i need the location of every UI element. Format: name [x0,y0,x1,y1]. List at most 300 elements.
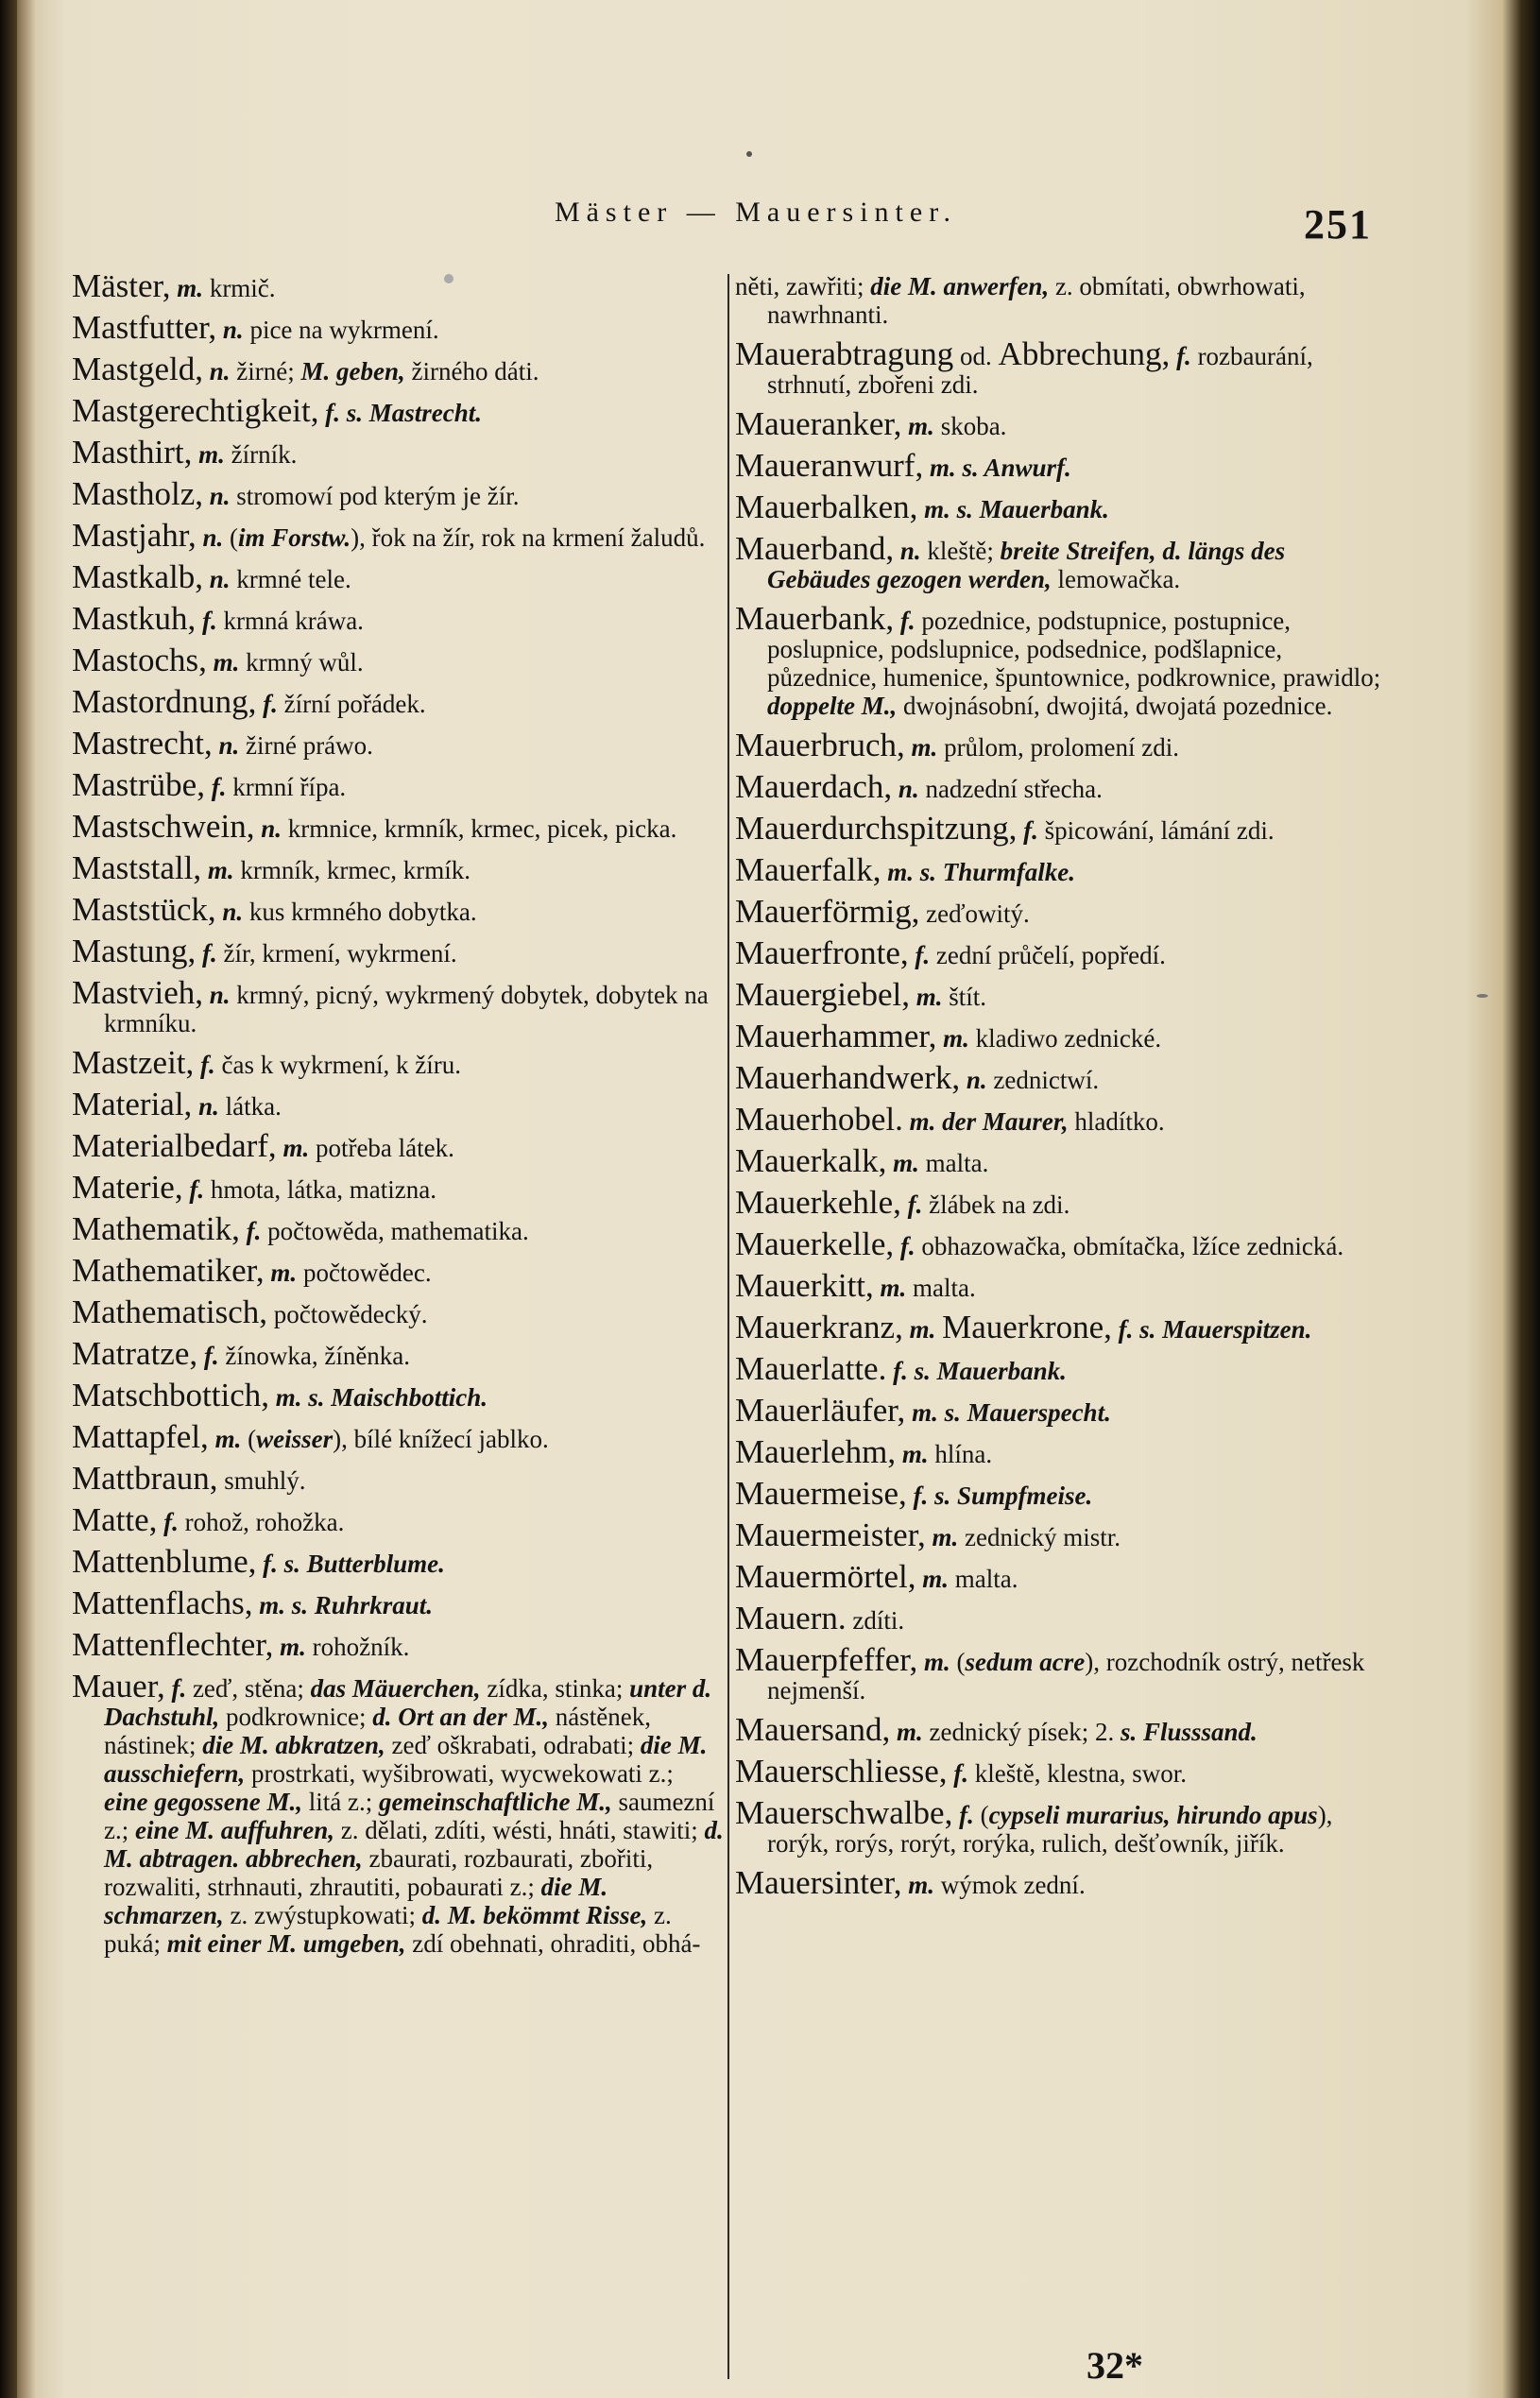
definition-text [196,607,202,635]
definition-text: lemowačka. [1051,565,1181,593]
german-phrase: m. s. Thurmfalke. [887,858,1076,886]
dictionary-entry [735,1641,1387,1704]
gender-marker: f. [189,1175,205,1204]
dictionary-entry [735,1101,1387,1138]
gender-marker: f. [959,1801,974,1829]
headword: Mauerkranz, [735,1309,903,1345]
headword: Mastschwein, [72,808,255,845]
definition-text [874,1274,881,1302]
definition-text [894,537,900,565]
definition-text: ( [223,523,239,552]
definition-text: smuhlý. [217,1466,306,1495]
definition-text: zeď, stěna; [186,1674,311,1703]
dictionary-entry [72,600,724,637]
dictionary-entry [72,1584,724,1621]
headword: Mastgeld, [72,351,204,387]
dictionary-entry [735,1350,1387,1387]
headword: Mauerhandwerk, [735,1059,961,1096]
gender-marker: n. [202,523,224,552]
german-phrase: eine gegossene M., [104,1788,302,1816]
definition-text [896,1440,902,1468]
dictionary-entry [735,1600,1387,1636]
definition-text: krmní řípa. [226,773,347,801]
definition-text: skoba. [933,412,1007,440]
definition-text: zbaurati, rozbaurati, zbořiti, rozwaliti, strhnauti, zhrautiti, pobaurati z.; [104,1844,654,1901]
dictionary-entry [72,309,724,346]
definition-text: krmník, krmec, krmík. [233,856,471,884]
definition-text [890,1718,897,1746]
gender-marker: f. [202,939,217,968]
headword: Mauerlehm, [735,1433,897,1470]
definition-text: žínowka, žíněnka. [218,1342,411,1370]
gender-marker: m. [909,1315,936,1344]
definition-text [923,454,930,482]
gender-marker: m. [270,1259,298,1287]
german-phrase: eine M. auffuhren, [135,1816,335,1844]
definition-text: potřeba látek. [309,1134,454,1162]
gender-marker: n. [218,731,240,760]
dictionary-entry [735,1142,1387,1179]
dictionary-entry [72,434,724,471]
gender-marker: f. [171,1674,187,1703]
headword: Mastkuh, [72,600,197,637]
dictionary-entry [735,976,1387,1013]
definition-text: zední průčelí, popředí. [930,941,1166,969]
dictionary-entry [72,933,724,969]
definition-text: hlína. [928,1440,993,1468]
definition-text: žlábek na zdi. [922,1190,1070,1219]
dictionary-entry [735,1225,1387,1262]
headword: Mauerförmig, [735,893,920,930]
ink-speck [444,274,453,283]
gender-marker: f. [899,1232,915,1260]
gender-marker: f. [907,1190,923,1219]
german-phrase: s. Flusssand. [1120,1718,1258,1746]
german-phrase: m. s. Anwurf. [929,454,1071,482]
definition-text: kladiwo zednické. [968,1024,1162,1053]
german-phrase: m. s. Mauerspecht. [912,1398,1111,1427]
headword: Mauergiebel, [735,976,910,1013]
gender-marker: f. [211,773,227,801]
definition-text: počtowědecký. [267,1300,428,1328]
german-phrase: breite Streifen, d. längs des Gebäudes gezogen werden, [767,537,1286,593]
gender-marker: f. [953,1759,969,1788]
headword: Mauerdurchspitzung, [735,810,1018,847]
gender-marker: n. [898,775,919,803]
german-phrase: doppelte M., [767,692,898,720]
headword: Mäster, [72,267,171,304]
headword: Mastholz, [72,475,204,512]
headword: Mauerkehle, [735,1184,901,1221]
gender-marker: m. [908,412,934,440]
german-phrase: die M. anwerfen, [870,272,1050,300]
definition-text: ), rorýk, rorýs, rorýt, rorýka, rulich, dešťowník, jiřík. [767,1801,1333,1858]
headword: Matratze, [72,1335,198,1372]
dictionary-entry [72,849,724,886]
gender-marker: m. [915,983,943,1011]
definition-text: ( [950,1648,966,1676]
definition-text: z. obmítati, obwrhowati, nawrhnanti. [767,272,1306,329]
definition-text [207,648,214,677]
signature-mark: 32* [1087,2344,1143,2387]
german-phrase: f. s. Mauerspitzen. [1118,1315,1312,1344]
definition-text [903,1107,910,1136]
definition-text [209,1425,215,1453]
headword: Mauerkelle, [735,1225,895,1262]
definition-text: malta. [906,1274,976,1302]
definition-text: žírník. [224,440,298,469]
dictionary-entry [72,517,724,554]
headword: Mauerbruch, [735,727,905,763]
dictionary-entry [735,1753,1387,1790]
dictionary-entry [735,768,1387,805]
dictionary-entry [72,725,724,762]
dictionary-entry [735,1864,1387,1901]
definition-text [894,607,900,635]
definition-text: počtowěda, mathematika. [261,1217,529,1245]
headword: Mauerhammer, [735,1018,937,1054]
definition-text [203,357,210,385]
german-phrase: d. M. abtragen. abbrechen, [104,1816,724,1873]
headword: Mastvieh, [72,974,204,1011]
dictionary-entry [72,683,724,720]
gender-marker: m. [932,1523,959,1551]
gender-marker: f. [915,941,931,969]
definition-text: krmný wůl. [239,648,364,677]
definition-text: z. zwýstupkowati; [223,1901,422,1929]
german-phrase: das Mäuerchen, [310,1674,481,1703]
gender-marker: m. [880,1274,907,1302]
gender-marker: f. [246,1217,262,1245]
dictionary-entry [735,1309,1387,1345]
headword: Mauermeister, [735,1516,926,1553]
definition-text: prostrkati, wyšibrowati, wycwekowati z.; [245,1759,674,1788]
headword: Mattenflechter, [72,1626,274,1663]
german-phrase: die M. schmarzen, [104,1873,608,1929]
definition-text [905,733,912,762]
headword: Maststück, [72,891,216,928]
headword-variant: Abbrechung, [998,335,1171,372]
gender-marker: m. [897,1718,923,1746]
dictionary-entry [72,1127,724,1164]
german-phrase: im Forstw. [238,523,351,552]
definition-text: zídka, stinka; [480,1674,630,1703]
gender-marker: m. [924,1648,950,1676]
gender-marker: n. [966,1066,987,1094]
definition-text: saumezní z.; [104,1788,715,1844]
definition-text: rohožník. [305,1633,410,1661]
definition-text [892,775,898,803]
definition-text: ( [973,1801,989,1829]
german-phrase: m. s. Maischbottich. [275,1383,488,1412]
gender-marker: f. [899,607,915,635]
german-phrase: unter d. Dachstuhl, [104,1674,712,1731]
headword: Mauerabtragung [735,335,954,372]
headword: Mattapfel, [72,1418,209,1455]
german-phrase: d. M. bekömmt Risse, [421,1901,648,1929]
dictionary-entry [72,1460,724,1497]
definition-text: nástěnek, nástinek; [104,1703,652,1759]
gender-marker: f. [200,1051,215,1079]
definition-text [269,1383,276,1412]
running-title: Mäster — Mauersinter. [554,197,958,228]
gender-marker: m. [893,1149,919,1177]
definition-text: počtowědec. [297,1259,432,1287]
left-column [72,267,724,1969]
gender-marker: m. [911,733,938,762]
ink-speck [746,151,752,157]
definition-text [240,1217,247,1245]
dictionary-entry [72,558,724,595]
page-binding-edge [0,0,17,2398]
gender-marker: n. [209,981,231,1009]
definition-text: ( [241,1425,257,1453]
dictionary-entry [72,1377,724,1413]
headword: Mauerbalken, [735,488,918,525]
dictionary-entry [735,447,1387,484]
dictionary-entry [72,1293,724,1330]
dictionary-entry [735,1392,1387,1429]
headword: Mattenflachs, [72,1584,253,1621]
german-phrase: f. s. Sumpfmeise. [913,1482,1093,1510]
headword: Mauerband, [735,530,895,567]
dictionary-entry [735,1433,1387,1470]
definition-text [201,856,208,884]
dictionary-entry [735,934,1387,971]
definition-text: zeď oškrabati, odrabati; [385,1731,641,1759]
headword: Mastrübe, [72,766,205,803]
gender-marker: n. [209,565,231,593]
definition-text: malta. [918,1149,989,1177]
headword: Mattbraun, [72,1460,218,1497]
definition-text [203,565,210,593]
definition-text: pozednice, podstupnice, postupnice, poslupnice, podslupnice, podsednice, podšlapnice, půzednice, humenice, špuntownice, podkrownice, prawidlo; [767,607,1381,692]
definition-text: litá z.; [301,1788,379,1816]
definition-text [197,1342,204,1370]
gender-marker: n. [222,316,244,344]
headword: Maueranwurf, [735,447,924,484]
dictionary-entry [72,642,724,678]
headword: Mauermeise, [735,1475,907,1512]
dictionary-entry [735,1516,1387,1553]
headword: Mauerfronte, [735,934,909,971]
headword: Mauerbank, [735,600,895,637]
dictionary-entry [735,851,1387,888]
headword-variant: Mauerkrone, [942,1309,1112,1345]
gender-marker: m. [207,856,234,884]
definition-text: krmné tele. [230,565,351,593]
definition-text: hladítko. [1068,1107,1165,1136]
definition-text: nadzední střecha. [918,775,1103,803]
definition-text: rozbaurání, strhnutí, zbořeni zdi. [767,342,1313,399]
dictionary-entry [735,810,1387,847]
dictionary-entry [72,766,724,803]
headword: Mauerhobel. [735,1101,903,1138]
definition-text: zednictwí. [986,1066,1100,1094]
definition-text: žirného dáti. [404,357,539,385]
gender-marker: m. [908,1871,934,1899]
gender-marker: m. [214,1425,242,1453]
german-phrase: m. s. Ruhrkraut. [259,1591,434,1619]
definition-text: kus krmného dobytka. [243,898,477,926]
definition-text [917,1648,924,1676]
definition-text: malta. [948,1565,1018,1593]
headword: Material, [72,1086,193,1122]
definition-text: hmota, látka, matizna. [204,1175,436,1204]
gender-marker: n. [222,898,244,926]
gender-marker: m. [282,1134,310,1162]
dictionary-entry [72,808,724,845]
headword: Mauermörtel, [735,1558,916,1595]
definition-text: ), bílé knížecí jablko. [333,1425,549,1453]
dictionary-entry [735,893,1387,930]
dictionary-entry [72,1335,724,1372]
dictionary-entry [72,1501,724,1538]
dictionary-entry [72,1668,724,1958]
dictionary-entry [735,530,1387,593]
definition-text: z. dělati, zdíti, wésti, hnáti, stawiti; [334,1816,705,1844]
definition-text [910,983,916,1011]
column-divider [727,274,729,2379]
definition-text: krmný, picný, wykrmený dobytek, dobytek na krmníku. [104,981,709,1037]
definition-text: žírní pořádek. [277,690,426,718]
dictionary-entry [735,1018,1387,1054]
headword: Mauer, [72,1668,165,1704]
dictionary-entry [72,392,724,429]
dictionary-entry [735,1558,1387,1595]
dictionary-entry [735,488,1387,525]
german-phrase: f. s. Butterblume. [263,1550,445,1578]
german-phrase: m. s. Mauerbank. [924,495,1109,523]
dictionary-entry [735,405,1387,442]
definition-text: průlom, prolomení zdi. [937,733,1180,762]
gender-marker: f. [1176,342,1191,370]
definition-text: ), řok na žír, rok na krmení žaludů. [351,523,706,552]
definition-text: zdíti. [846,1606,905,1635]
dictionary-entry [735,1059,1387,1096]
gender-marker: m. [280,1633,306,1661]
german-phrase: die M. ausschiefern, [104,1731,708,1788]
definition-text: kleště, klestna, swor. [968,1759,1187,1788]
definition-text [205,773,212,801]
headword: Maststall, [72,849,202,886]
right-column [735,272,1387,1910]
headword: Mauerschwalbe, [735,1794,953,1831]
definition-text: obhazowačka, obmítačka, lžíce zednická. [915,1232,1344,1260]
german-phrase: weisser [256,1425,334,1453]
headword: Mauersand, [735,1711,891,1748]
definition-text [1112,1315,1119,1344]
headword: Mauern. [735,1600,847,1636]
definition-text [901,1190,908,1219]
gender-marker: n. [899,537,921,565]
gender-marker: n. [209,357,231,385]
headword: Mastzeit, [72,1044,195,1081]
definition-text: stromowí pod kterým je žír. [230,482,520,510]
dictionary-entry [72,1543,724,1580]
headword: Mastkalb, [72,558,204,595]
gender-marker: f. [163,1508,179,1536]
definition-text: zednický mistr. [958,1523,1121,1551]
german-phrase: sedum acre [965,1648,1086,1676]
german-phrase: d. Ort an der M., [372,1703,550,1731]
dictionary-entry [72,351,724,387]
dictionary-entry [72,475,724,512]
dictionary-entry [735,1184,1387,1221]
dictionary-entry [735,335,1387,399]
definition-text: čas k wykrmení, k žíru. [214,1051,461,1079]
dictionary-entry [72,1626,724,1663]
headword: Mauersinter, [735,1864,902,1901]
headword: Mastrecht, [72,725,213,762]
gender-marker: f. [203,1342,219,1370]
dictionary-entry [72,267,724,304]
headword: Mastjahr, [72,517,197,554]
gender-marker: m. [198,440,225,469]
headword: Mastochs, [72,642,207,678]
gender-marker: m. [901,1440,929,1468]
dictionary-entry [735,600,1387,720]
definition-text: krmič. [203,274,276,302]
definition-text: něti, zawřiti; [735,272,871,300]
headword: Matschbottich, [72,1377,269,1413]
dictionary-entry [735,1475,1387,1512]
dictionary-entry [72,891,724,928]
headword: Mastung, [72,933,197,969]
headword: Mauerschliesse, [735,1753,948,1790]
headword: Mauerdach, [735,768,893,805]
gender-marker: n. [261,814,282,843]
definition-text: wýmok zední. [933,1871,1086,1899]
headword: Maueranker, [735,405,902,442]
definition-text [197,523,203,552]
gender-marker: f. [202,607,217,635]
dictionary-entry [72,1252,724,1289]
gender-marker: f. [263,690,278,718]
headword: Mauerkitt, [735,1267,874,1304]
dictionary-entry [72,1210,724,1247]
definition-text: špicowání, lámání zdi. [1037,816,1275,845]
dictionary-entry [72,1086,724,1122]
dictionary-entry [72,1418,724,1455]
definition-text: krmná kráwa. [216,607,364,635]
headword: Mauerlatte. [735,1350,887,1387]
gender-marker: m. [943,1024,969,1053]
definition-text: žirné; [230,357,301,385]
ink-speck [1477,994,1488,998]
definition-text: ), rozchodník ostrý, netřesk nejmenší. [767,1648,1365,1704]
headword: Mathematisch, [72,1293,268,1330]
dictionary-entry [735,1711,1387,1748]
gender-marker: m. [922,1565,949,1593]
dictionary-entry [72,974,724,1037]
definition-text: krmnice, krmník, krmec, picek, picka. [281,814,677,843]
gender-marker: m. [213,648,240,677]
definition-text [903,1315,910,1344]
headword: Mattenblume, [72,1543,257,1580]
gender-marker: f. [1023,816,1038,845]
german-phrase: f. s. Mastrecht. [325,399,482,427]
dictionary-entry [735,727,1387,763]
headword: Masthirt, [72,434,193,471]
dictionary-entry [72,1044,724,1081]
headword: Mastfutter, [72,309,217,346]
definition-text: rohož, rohožka. [178,1508,345,1536]
gender-marker: n. [209,482,231,510]
german-phrase: m. der Maurer, [909,1107,1069,1136]
definition-text: zeďowitý. [919,899,1030,928]
german-phrase: M. geben, [300,357,405,385]
